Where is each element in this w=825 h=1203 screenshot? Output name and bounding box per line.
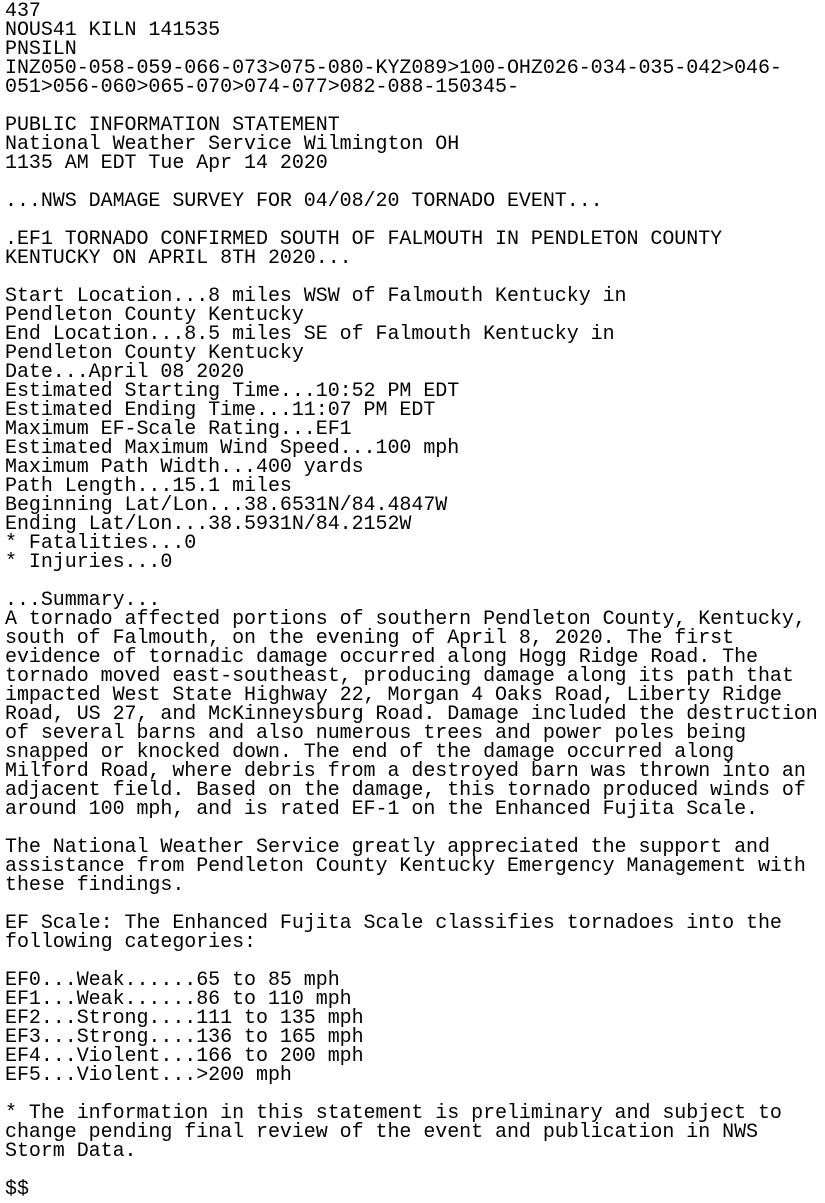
- text-line: change pending final review of the event and publication in NWS: [5, 1121, 758, 1144]
- text-line: Ending Lat/Lon...38.5931N/84.2152W: [5, 513, 412, 536]
- text-line: Pendleton County Kentucky: [5, 304, 304, 327]
- text-line: Estimated Maximum Wind Speed...100 mph: [5, 437, 460, 460]
- text-line: The National Weather Service greatly appreciated the support and: [5, 836, 770, 859]
- text-line: Maximum EF-Scale Rating...EF1: [5, 418, 352, 441]
- text-line: PUBLIC INFORMATION STATEMENT: [5, 114, 340, 137]
- text-line: ...Summary...: [5, 589, 161, 612]
- text-line: INZ050-058-059-066-073>075-080-KYZ089>100-OHZ026-034-035-042>046-: [5, 57, 782, 80]
- text-line: of several barns and also numerous trees and power poles being: [5, 722, 747, 745]
- text-line: 051>056-060>065-070>074-077>082-088-150345-: [5, 76, 519, 99]
- text-line: Milford Road, where debris from a destroyed barn was thrown into an: [5, 760, 806, 783]
- text-line: south of Falmouth, on the evening of April 8, 2020. The first: [5, 627, 735, 650]
- text-line: End Location...8.5 miles SE of Falmouth Kentucky in: [5, 323, 615, 346]
- text-line: Maximum Path Width...400 yards: [5, 456, 364, 479]
- text-line: * Fatalities...0: [5, 532, 197, 555]
- text-line: National Weather Service Wilmington OH: [5, 133, 460, 156]
- text-line: Start Location...8 miles WSW of Falmouth Kentucky in: [5, 285, 627, 308]
- text-line: around 100 mph, and is rated EF-1 on the Enhanced Fujita Scale.: [5, 798, 758, 821]
- text-line: EF3...Strong....136 to 165 mph: [5, 1026, 364, 1049]
- text-line: Estimated Ending Time...11:07 PM EDT: [5, 399, 436, 422]
- text-line: $$: [5, 1178, 29, 1201]
- text-line: evidence of tornadic damage occurred along Hogg Ridge Road. The: [5, 646, 758, 669]
- text-line: ...NWS DAMAGE SURVEY FOR 04/08/20 TORNADO EVENT...: [5, 190, 603, 213]
- text-line: following categories:: [5, 931, 256, 954]
- text-line: Estimated Starting Time...10:52 PM EDT: [5, 380, 460, 403]
- text-line: NOUS41 KILN 141535: [5, 19, 221, 42]
- text-line: EF2...Strong....111 to 135 mph: [5, 1007, 364, 1030]
- text-line: assistance from Pendleton County Kentucky Emergency Management with: [5, 855, 806, 878]
- text-line: 437: [5, 0, 41, 23]
- text-line: Road, US 27, and McKinneysburg Road. Damage included the destruction: [5, 703, 818, 726]
- text-line: Storm Data.: [5, 1140, 137, 1163]
- text-line: 1135 AM EDT Tue Apr 14 2020: [5, 152, 328, 175]
- text-line: KENTUCKY ON APRIL 8TH 2020...: [5, 247, 352, 270]
- text-line: impacted West State Highway 22, Morgan 4 Oaks Road, Liberty Ridge: [5, 684, 782, 707]
- blank-line: [5, 1161, 825, 1180]
- text-line: .EF1 TORNADO CONFIRMED SOUTH OF FALMOUTH IN PENDLETON COUNTY: [5, 228, 723, 251]
- text-line: EF Scale: The Enhanced Fujita Scale classifies tornadoes into the: [5, 912, 782, 935]
- text-line: * Injuries...0: [5, 551, 173, 574]
- text-line: EF5...Violent...>200 mph: [5, 1064, 292, 1087]
- text-line: EF4...Violent...166 to 200 mph: [5, 1045, 364, 1068]
- text-line: Date...April 08 2020: [5, 361, 245, 384]
- text-line: Beginning Lat/Lon...38.6531N/84.4847W: [5, 494, 448, 517]
- text-line: tornado moved east-southeast, producing damage along its path that: [5, 665, 794, 688]
- text-line: Path Length...15.1 miles: [5, 475, 292, 498]
- text-line: adjacent field. Based on the damage, this tornado produced winds of: [5, 779, 806, 802]
- text-line: EF1...Weak......86 to 110 mph: [5, 988, 352, 1011]
- text-line: Pendleton County Kentucky: [5, 342, 304, 365]
- text-line: snapped or knocked down. The end of the damage occurred along: [5, 741, 735, 764]
- text-line: * The information in this statement is preliminary and subject to: [5, 1102, 782, 1125]
- text-line: EF0...Weak......65 to 85 mph: [5, 969, 340, 992]
- text-line: these findings.: [5, 874, 185, 897]
- text-line: A tornado affected portions of southern Pendleton County, Kentucky,: [5, 608, 806, 631]
- text-line: PNSILN: [5, 38, 77, 61]
